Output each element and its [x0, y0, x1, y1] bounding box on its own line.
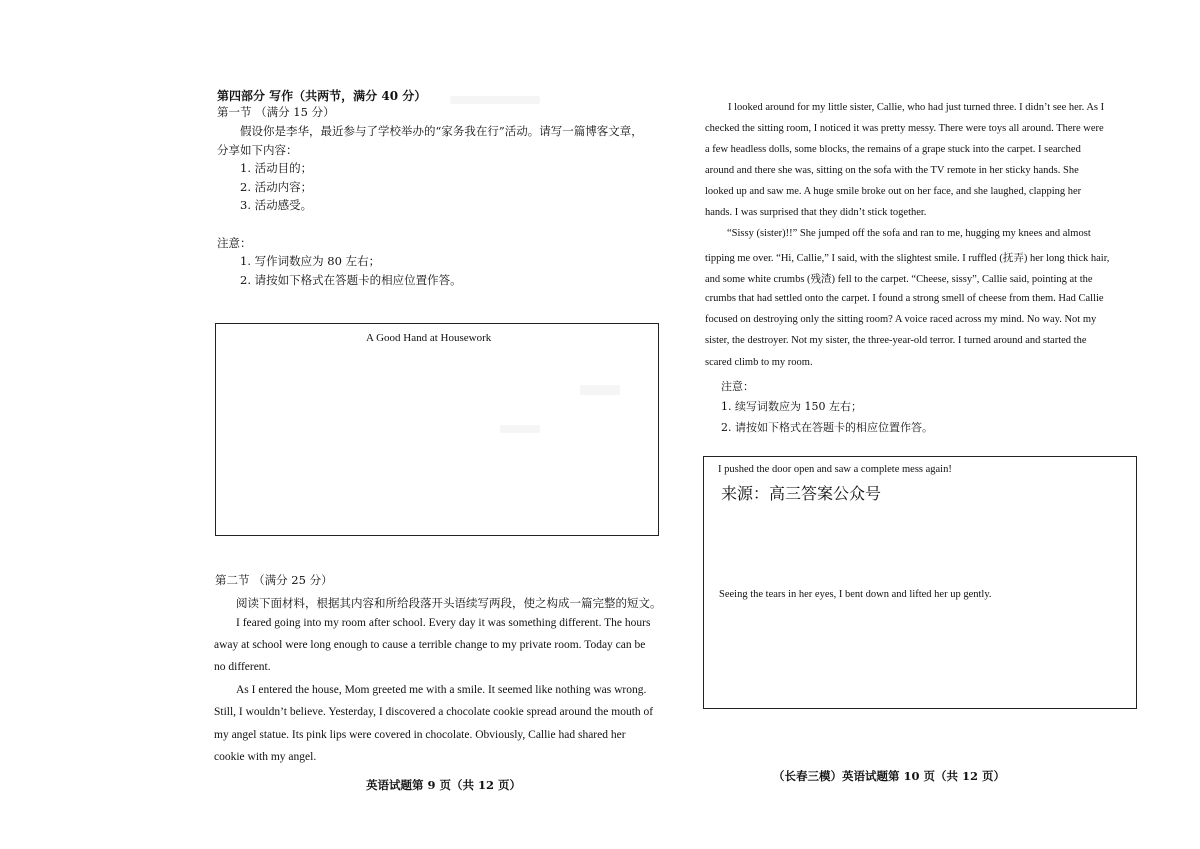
section1-note-2: 2. 请按如下格式在答题卡的相应位置作答。 [240, 273, 462, 287]
section1-heading: 第一节 （满分 15 分） [217, 105, 335, 119]
section2-heading: 第二节 （满分 25 分） [215, 573, 333, 587]
continuation-opening-1: I pushed the door open and saw a complete mess again! [718, 464, 952, 475]
passage-line: tipping me over. “Hi, Callie,” I said, with the slightest smile. I ruffled (抚弄) her long thick hair, [705, 253, 1110, 264]
answer-box-title: A Good Hand at Housework [366, 332, 492, 344]
passage-line: checked the sitting room, I noticed it was pretty messy. There were toys all around. There were [705, 123, 1104, 134]
passage-line: As I entered the house, Mom greeted me with a smile. It seemed like nothing was wrong. [236, 684, 647, 696]
passage-line: looked up and saw me. A huge smile broke out on her face, and she laughed, clapping her [705, 186, 1082, 197]
continuation-note-1: 1. 续写词数应为 150 左右； [721, 400, 862, 413]
passage-line: scared climb to my room. [705, 357, 813, 368]
passage-line: I looked around for my little sister, Callie, who had just turned three. I didn’t see her. As I [728, 102, 1105, 113]
passage-line: around and there she was, sitting on the sofa with the TV remote in her sticky hands. She [705, 165, 1079, 176]
continuation-note-2: 2. 请按如下格式在答题卡的相应位置作答。 [721, 421, 933, 434]
section1-item-3: 3. 活动感受。 [240, 198, 313, 212]
scan-artifact [580, 385, 620, 395]
passage-line: no different. [214, 661, 271, 673]
passage-line: my angel statue. Its pink lips were covered in chocolate. Obviously, Callie had shared her [214, 729, 626, 741]
scan-artifact [450, 96, 540, 104]
section1-note-1: 1. 写作词数应为 80 左右； [240, 254, 381, 268]
part-heading: 第四部分 写作（共两节，满分 40 分） [217, 89, 427, 103]
continuation-opening-2: Seeing the tears in her eyes, I bent down and lifted her up gently. [719, 589, 992, 600]
answer-box-continuation [703, 456, 1137, 709]
section1-item-1: 1. 活动目的； [240, 161, 313, 175]
answer-box-section1 [215, 323, 659, 536]
scan-artifact [500, 425, 540, 433]
section1-prompt-line1: 假设你是李华，最近参与了学校举办的“家务我在行”活动。请写一篇博客文章， [240, 124, 643, 138]
section1-prompt-line2: 分享如下内容： [217, 143, 298, 157]
source-watermark: 来源：高三答案公众号 [721, 484, 882, 503]
section1-note-label: 注意： [217, 236, 252, 250]
passage-line: and some white crumbs (残渣) fell to the carpet. “Cheese, sissy”, Callie said, pointing at the [705, 274, 1093, 285]
section2-instruction: 阅读下面材料，根据其内容和所给段落开头语续写两段，使之构成一篇完整的短文。 [236, 596, 662, 610]
passage-line: crumbs that had settled onto the carpet. I found a strong smell of cheese from them. Had Callie [705, 293, 1104, 304]
passage-line: I feared going into my room after school. Every day it was something different. The hours [236, 617, 651, 629]
right-page-footer: （长春三模）英语试题第 10 页（共 12 页） [773, 769, 1006, 783]
passage-line: Still, I wouldn’t believe. Yesterday, I discovered a chocolate cookie spread around the mouth of [214, 706, 654, 718]
passage-line: sister, the destroyer. Not my sister, the three-year-old terror. I turned around and started the [705, 335, 1087, 346]
passage-line: focused on destroying only the sitting room? A voice raced across my mind. No way. Not my [705, 314, 1097, 325]
continuation-note-label: 注意： [721, 380, 754, 393]
passage-line: a few headless dolls, some blocks, the remains of a grape stuck into the carpet. I searched [705, 144, 1081, 155]
passage-line: hands. I was surprised that they didn’t stick together. [705, 207, 927, 218]
passage-line: away at school were long enough to cause a terrible change to my private room. Today can be [214, 639, 646, 651]
passage-line: “Sissy (sister)!!” She jumped off the sofa and ran to me, hugging my knees and almost [727, 228, 1091, 239]
left-page-footer: 英语试题第 9 页（共 12 页） [366, 778, 522, 792]
section1-item-2: 2. 活动内容； [240, 180, 313, 194]
passage-line: cookie with my angel. [214, 751, 317, 763]
